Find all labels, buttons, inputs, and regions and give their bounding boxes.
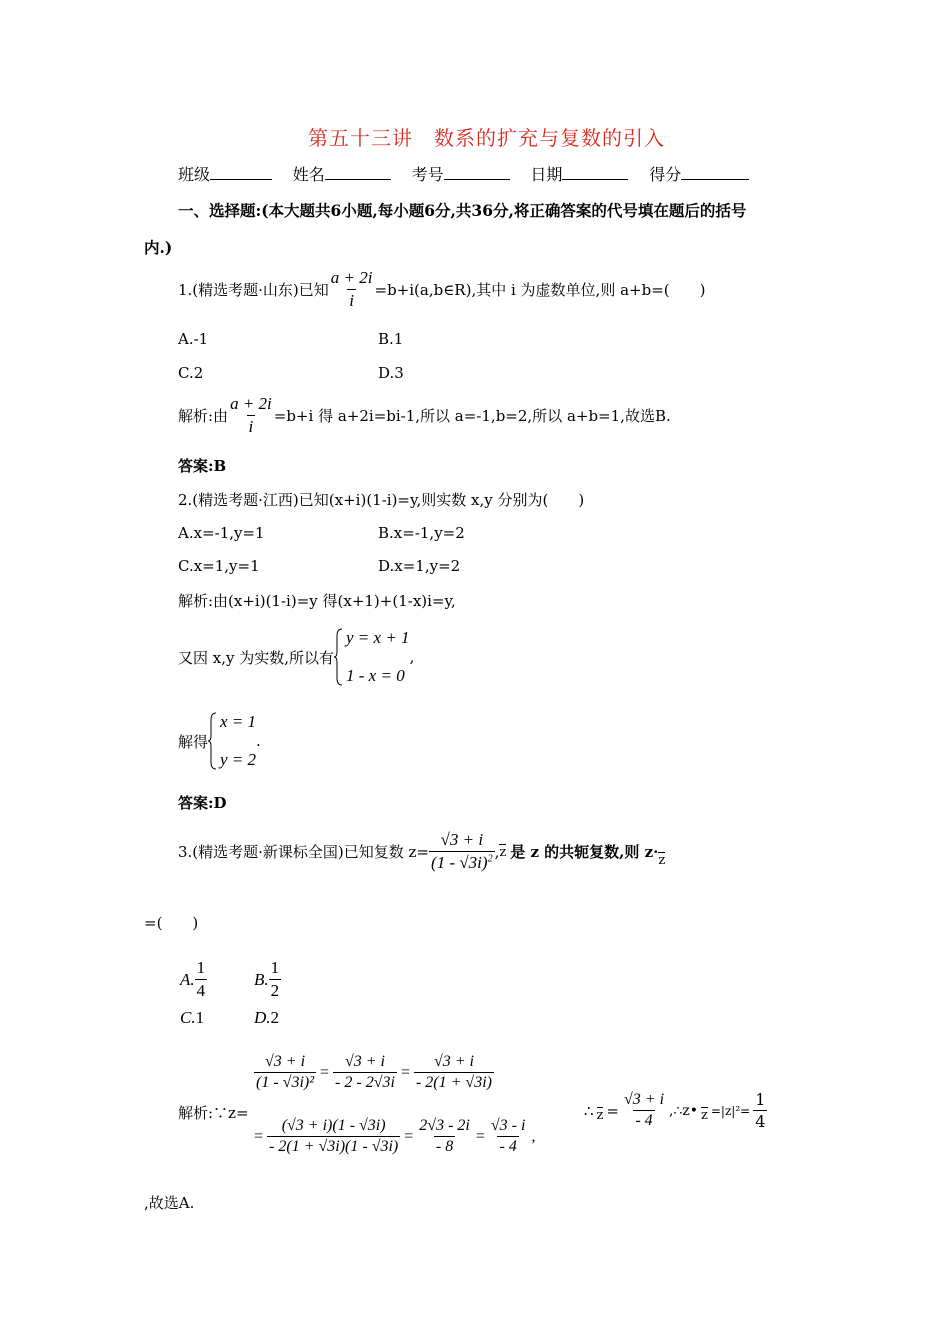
score-field[interactable]: [681, 163, 749, 180]
question-1-stem: [178, 268, 705, 311]
q2-option-c[interactable]: C.x=1,y=1: [178, 557, 260, 575]
q3-eq2-frac1: [267, 1117, 400, 1156]
q3-eq2-equals-2: =: [475, 1127, 485, 1145]
q1-analysis-suffix: =b+i 得 a+2i=bi-1,所以 a=-1,b=2,所以 a+b=1,故选B.: [273, 407, 671, 425]
q3-zbar-frac-den: - 4: [635, 1112, 653, 1129]
q3-tail: ,故选A.: [144, 1194, 195, 1212]
q3-eq1-frac1: [254, 1053, 316, 1092]
student-info-row: [178, 162, 749, 185]
q3-eq2-f3-num: √3 - i: [490, 1117, 526, 1134]
q3-eq2-equals-0: =: [254, 1127, 264, 1145]
q2-solution-system: [208, 712, 256, 770]
q3-option-c-val: 1: [195, 1008, 205, 1027]
q2-system1-row1: y = x + 1: [346, 628, 410, 647]
q1-option-c[interactable]: C.2: [178, 364, 204, 382]
q3-final-num: 1: [755, 1090, 766, 1109]
q3-option-a-label: A.: [180, 969, 195, 989]
q3-frac-den-wrap: [429, 851, 495, 873]
q3-final-den: 4: [755, 1112, 766, 1131]
q3-eq1-f3-den: - 2(1 + √3i): [415, 1074, 492, 1091]
q3-mid: ,: [494, 842, 500, 861]
q3-paren: =( ): [144, 914, 199, 932]
q3-frac-den-sup: 2: [487, 853, 493, 865]
q3-option-a-frac: [195, 958, 208, 1001]
q3-eq2-frac2: [417, 1117, 472, 1156]
q2-system2-row2: y = 2: [220, 750, 257, 769]
q1-analysis: [178, 394, 671, 437]
q3-option-a[interactable]: [180, 958, 207, 1001]
q3-eq1-equals-2: =: [400, 1063, 410, 1081]
q1-option-b[interactable]: B.1: [378, 330, 404, 348]
q2-answer: 答案:D: [178, 794, 227, 812]
q3-frac-num: √3 + i: [440, 830, 484, 849]
question-3-stem: [178, 830, 665, 873]
q3-mod-text: =|z|²=: [710, 1103, 751, 1118]
q2-analysis3-prefix: 解得: [178, 732, 209, 751]
q3-eq2-f2-den: - 8: [435, 1138, 454, 1155]
q3-option-d[interactable]: [254, 1008, 279, 1028]
q3-option-b-label: B.: [254, 969, 269, 989]
class-field[interactable]: [210, 163, 272, 180]
q1-fraction: [329, 268, 375, 311]
q1-analysis-fraction: [228, 394, 274, 437]
exam-no-field[interactable]: [444, 163, 510, 180]
q3-frac-den: (1 - √3i): [431, 853, 488, 872]
q2-analysis-line2: [178, 628, 414, 686]
q3-zbar-frac-num: √3 + i: [623, 1091, 665, 1108]
q3-analysis-eq2: [254, 1117, 535, 1156]
q3-prefix: 3.(精选考题·新课标全国)已知复数 z=: [178, 843, 430, 861]
q3-therefore-1: ∴: [584, 1101, 594, 1120]
q3-zbar-3: z: [701, 1107, 708, 1123]
q3-eq2-end: ,: [531, 1127, 536, 1145]
score-label: 得分: [649, 165, 682, 184]
q3-option-b-den: 2: [270, 981, 280, 1000]
q3-option-c[interactable]: [180, 1008, 204, 1028]
q2-option-b[interactable]: B.x=-1,y=2: [378, 524, 465, 542]
q2-analysis2-prefix: 又因 x,y 为实数,所以有: [178, 648, 335, 667]
section-instructions-line1: 一、选择题:(本大题共6小题,每小题6分,共36分,将正确答案的代号填在题后的括号: [178, 201, 747, 220]
q3-analysis-label: 解析:∵z=: [178, 1104, 249, 1122]
q2-equation-system: [334, 628, 410, 686]
q3-option-b-frac: [269, 958, 282, 1001]
q3-eq1-f1-num: √3 + i: [264, 1053, 306, 1070]
name-field[interactable]: [325, 163, 391, 180]
q1-analysis-frac-num: a + 2i: [230, 394, 272, 413]
q3-eq2-f1-den: - 2(1 + √3i)(1 - √3i): [269, 1138, 399, 1155]
name-label: 姓名: [292, 165, 325, 184]
q3-option-b-num: 1: [270, 958, 280, 977]
q3-eq1-f2-den: - 2 - 2√3i: [335, 1074, 395, 1091]
q3-suffix: 是 z 的共轭复数,则 z·: [510, 843, 659, 861]
q3-eq1-f1-den: (1 - √3i)²: [256, 1074, 315, 1091]
q1-frac-num: a + 2i: [330, 268, 373, 287]
section-instructions-line2: 内.): [144, 238, 173, 257]
left-brace-icon: [334, 628, 344, 686]
q3-eq2-f3-den: - 4: [499, 1138, 517, 1155]
q2-analysis-line1: 解析:由(x+i)(1-i)=y 得(x+1)+(1-x)i=y,: [178, 592, 456, 610]
q3-eq1-f2-num: √3 + i: [344, 1053, 385, 1070]
q1-answer: 答案:B: [178, 457, 227, 475]
q3-eq1-equals-1: =: [320, 1063, 330, 1081]
question-2-stem: 2.(精选考题·江西)已知(x+i)(1-i)=y,则实数 x,y 分别为( ): [178, 491, 585, 509]
q3-zbar-frac: [622, 1091, 666, 1130]
q2-option-a[interactable]: A.x=-1,y=1: [178, 524, 265, 542]
q3-suffix-zbar: z: [658, 852, 666, 868]
q1-frac-den: i: [349, 291, 355, 310]
q1-analysis-frac-den: i: [248, 417, 254, 436]
q1-option-d[interactable]: D.3: [378, 364, 404, 382]
left-brace-icon: [208, 712, 218, 770]
exam-no-label: 考号: [411, 165, 444, 184]
q3-eq2-equals-1: =: [404, 1127, 414, 1145]
q2-system2-row1: x = 1: [220, 712, 257, 731]
q3-eq1-frac3: [414, 1053, 494, 1092]
page-title: 第五十三讲 数系的扩充与复数的引入: [308, 126, 665, 150]
q2-system1-end: ,: [409, 648, 415, 666]
q3-eq2-frac3: [489, 1117, 528, 1156]
q2-system1-row2: 1 - x = 0: [346, 666, 405, 685]
q3-final-frac: [753, 1090, 767, 1131]
q1-suffix: =b+i(a,b∈R),其中 i 为虚数单位,则 a+b=( ): [374, 281, 706, 299]
date-field[interactable]: [562, 163, 628, 180]
q2-analysis-line3: [178, 712, 261, 770]
q3-zbar-equals: =: [606, 1101, 619, 1120]
q3-analysis-right: [584, 1090, 767, 1131]
q2-system2-end: .: [256, 732, 261, 750]
q2-option-d[interactable]: D.x=1,y=2: [378, 557, 461, 575]
date-label: 日期: [530, 165, 563, 184]
q1-prefix: 1.(精选考题·山东)已知: [178, 281, 329, 299]
class-label: 班级: [178, 165, 211, 184]
q3-option-a-den: 4: [196, 981, 206, 1000]
q3-fraction: [429, 830, 495, 873]
q3-eq2-f2-num: 2√3 - 2i: [419, 1117, 470, 1134]
q3-option-b[interactable]: [254, 958, 281, 1001]
q3-zbar-2: z: [596, 1107, 604, 1123]
q3-therefore-2: ,∴z•: [669, 1102, 699, 1119]
q3-option-a-num: 1: [196, 958, 206, 977]
q1-analysis-prefix: 解析:由: [178, 407, 229, 425]
q3-eq1-frac2: [333, 1053, 397, 1092]
q3-zbar: z: [499, 844, 507, 860]
q1-option-a[interactable]: A.-1: [178, 330, 209, 348]
q3-option-d-val: 2: [270, 1008, 280, 1027]
q3-option-c-label: C.: [180, 1008, 196, 1027]
q3-analysis-eq1: [254, 1053, 494, 1092]
q3-eq1-f3-num: √3 + i: [433, 1053, 474, 1070]
q3-eq2-f1-num: (√3 + i)(1 - √3i): [281, 1117, 386, 1134]
q3-option-d-label: D.: [254, 1008, 271, 1027]
